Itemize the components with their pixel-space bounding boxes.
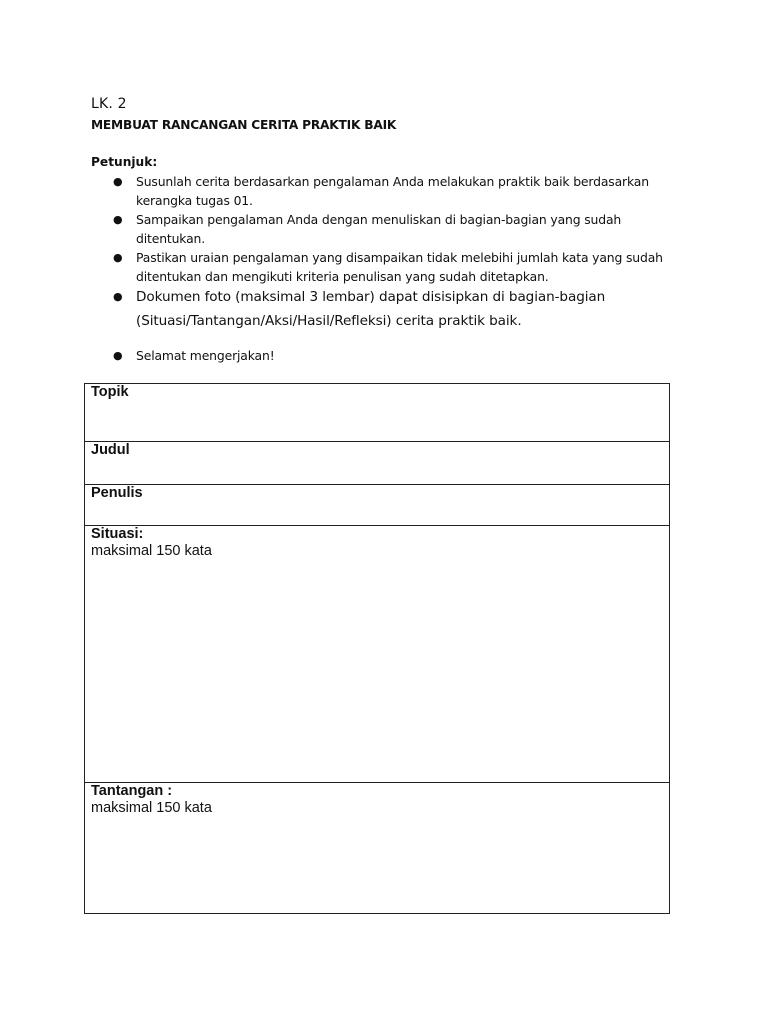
form-row-topik[interactable] (85, 384, 669, 442)
instruction-item (113, 285, 676, 333)
instruction-item (113, 210, 676, 248)
instruction-item (113, 172, 676, 210)
form-label-topik: Topik (91, 384, 129, 400)
instruction-line: Susunlah cerita berdasarkan pengalaman Anda melakukan praktik baik berdasarkan (136, 174, 649, 189)
bullet-icon: ● (113, 175, 123, 188)
instruction-line: kerangka tugas 01. (136, 193, 253, 208)
instruction-item (113, 248, 676, 286)
instructions-heading: Petunjuk: (91, 155, 158, 169)
instruction-item (113, 346, 676, 365)
bullet-icon: ● (113, 213, 123, 226)
instruction-line: ditentukan. (136, 231, 206, 246)
form-row-tantangan[interactable] (85, 783, 669, 913)
form-hint-situasi: maksimal 150 kata (91, 543, 212, 559)
instruction-line: Dokumen foto (maksimal 3 lembar) dapat disisipkan di bagian-bagian (136, 289, 606, 305)
form-row-situasi[interactable] (85, 526, 669, 783)
bullet-icon: ● (113, 290, 123, 303)
worksheet-title: MEMBUAT RANCANGAN CERITA PRAKTIK BAIK (91, 118, 397, 132)
bullet-icon: ● (113, 349, 123, 362)
instruction-line: ditentukan dan mengikuti kriteria penulisan yang sudah ditetapkan. (136, 269, 549, 284)
form-label-judul: Judul (91, 442, 130, 458)
story-form-table (84, 383, 670, 914)
instruction-line: Sampaikan pengalaman Anda dengan menuliskan di bagian-bagian yang sudah (136, 212, 622, 227)
instruction-line: Pastikan uraian pengalaman yang disampaikan tidak melebihi jumlah kata yang sudah (136, 250, 663, 265)
instruction-line: (Situasi/Tantangan/Aksi/Hasil/Refleksi) cerita praktik baik. (136, 313, 522, 329)
form-hint-tantangan: maksimal 150 kata (91, 800, 212, 816)
form-row-penulis[interactable] (85, 485, 669, 526)
instruction-line: Selamat mengerjakan! (136, 348, 275, 363)
form-label-situasi: Situasi: (91, 526, 144, 542)
worksheet-code: LK. 2 (91, 96, 127, 112)
form-row-judul[interactable] (85, 442, 669, 485)
form-label-tantangan: Tantangan : (91, 783, 173, 799)
form-label-penulis: Penulis (91, 485, 143, 501)
bullet-icon: ● (113, 251, 123, 264)
